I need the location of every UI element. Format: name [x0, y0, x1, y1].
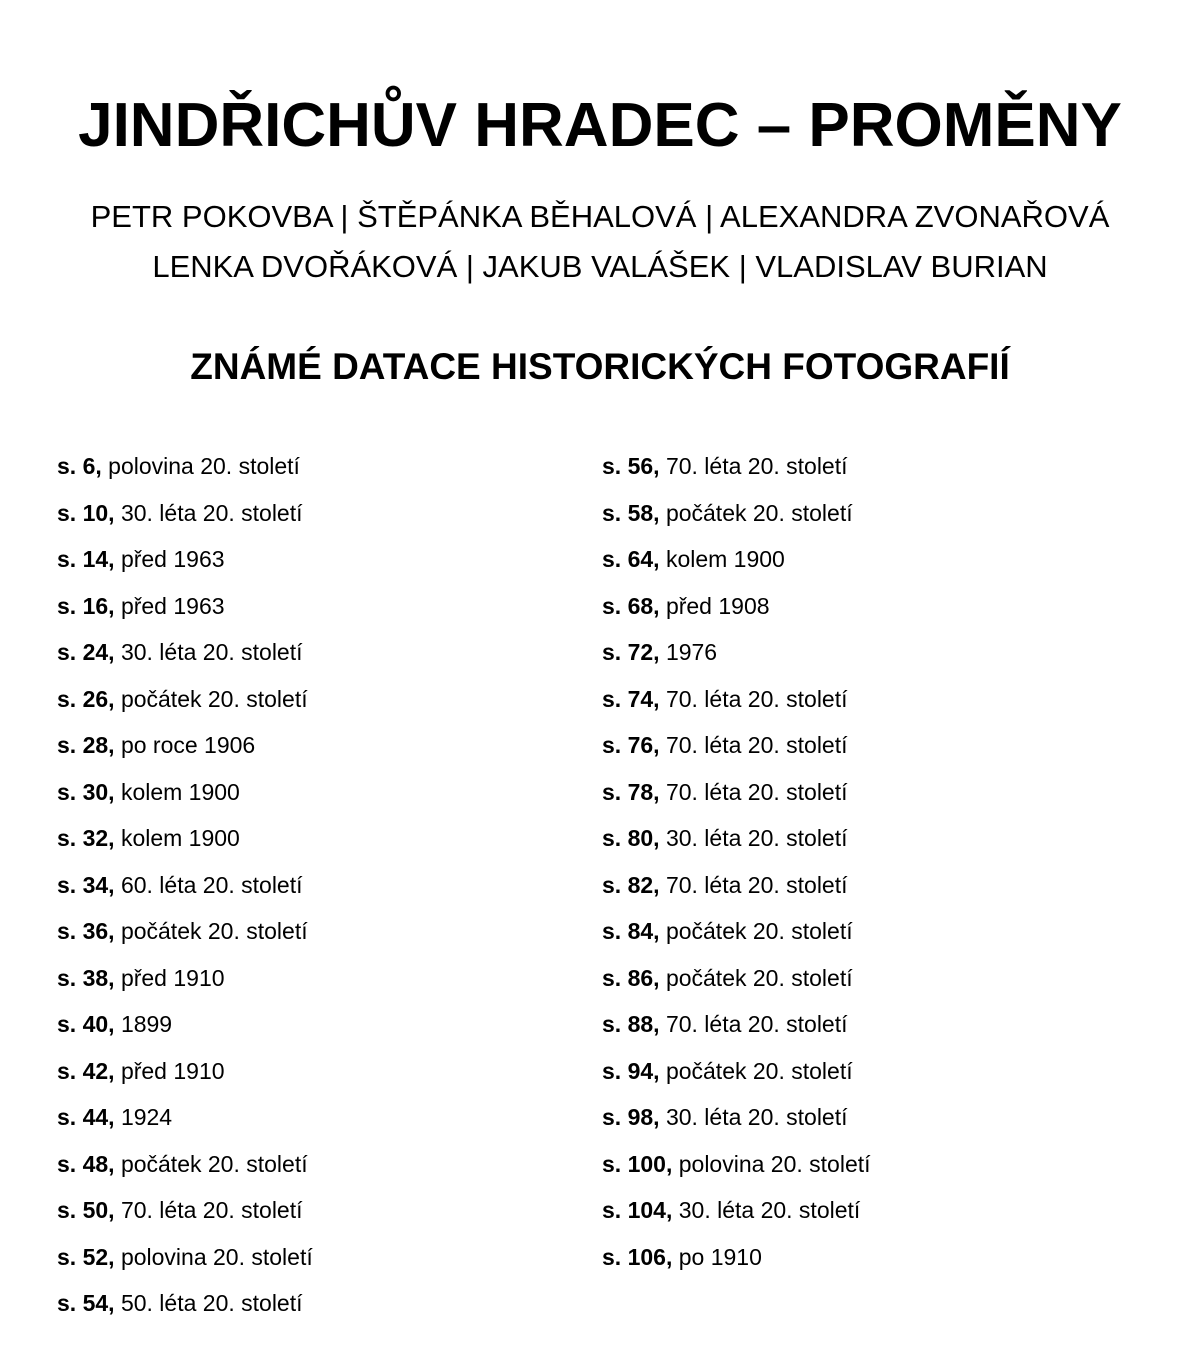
- dating-text: počátek 20. století: [120, 685, 308, 712]
- list-item: [602, 536, 871, 583]
- page-reference: s. 16,: [57, 592, 115, 619]
- dating-text: počátek 20. století: [120, 1150, 308, 1177]
- list-item: [57, 815, 313, 862]
- page-reference: s. 38,: [57, 964, 115, 991]
- list-item: [57, 676, 313, 723]
- dating-text: počátek 20. století: [665, 499, 853, 526]
- dating-text: 60. léta 20. století: [120, 871, 303, 898]
- dating-text: 30. léta 20. století: [120, 639, 303, 665]
- dating-text: 70. léta 20. století: [665, 871, 848, 898]
- page-reference: s. 44,: [57, 1104, 115, 1130]
- dating-text: před 1910: [120, 1057, 225, 1084]
- dating-text: 50. léta 20. století: [120, 1290, 303, 1316]
- list-item: [57, 1094, 313, 1141]
- dating-text: 1976: [665, 639, 718, 665]
- dating-list-right: [602, 443, 871, 1280]
- dating-text: počátek 20. století: [665, 964, 853, 991]
- dating-text: kolem 1900: [120, 825, 240, 851]
- page-reference: s. 78,: [602, 778, 660, 805]
- authors-block: [0, 192, 1200, 292]
- dating-text: 1924: [120, 1104, 173, 1130]
- list-item: [57, 769, 313, 816]
- page-reference: s. 56,: [602, 453, 660, 479]
- page-reference: s. 76,: [602, 732, 660, 758]
- page-reference: s. 54,: [57, 1290, 115, 1316]
- page-reference: s. 86,: [602, 964, 660, 991]
- list-item: [602, 676, 871, 723]
- page-reference: s. 104,: [602, 1197, 673, 1223]
- page-reference: s. 98,: [602, 1104, 660, 1130]
- list-item: [57, 583, 313, 630]
- dating-text: 70. léta 20. století: [120, 1197, 303, 1223]
- dating-text: před 1963: [120, 592, 225, 619]
- page-reference: s. 52,: [57, 1243, 115, 1270]
- list-item: [57, 955, 313, 1002]
- dating-text: kolem 1900: [120, 778, 240, 805]
- list-item: [602, 955, 871, 1002]
- list-item: [57, 1001, 313, 1048]
- page-reference: s. 88,: [602, 1011, 660, 1037]
- page-reference: s. 32,: [57, 825, 115, 851]
- page-reference: s. 58,: [602, 499, 660, 526]
- list-item: [57, 908, 313, 955]
- dating-text: polovina 20. století: [120, 1243, 313, 1270]
- list-item: [57, 443, 313, 490]
- list-item: [602, 1001, 871, 1048]
- dating-text: 30. léta 20. století: [665, 1104, 848, 1130]
- list-item: [57, 536, 313, 583]
- page-reference: s. 10,: [57, 499, 115, 526]
- page-reference: s. 36,: [57, 918, 115, 944]
- dating-text: před 1908: [665, 592, 770, 619]
- dating-text: 70. léta 20. století: [665, 1011, 848, 1037]
- dating-text: 70. léta 20. století: [665, 453, 848, 479]
- page-reference: s. 34,: [57, 871, 115, 898]
- page-reference: s. 68,: [602, 592, 660, 619]
- page-reference: s. 40,: [57, 1011, 115, 1037]
- page-reference: s. 42,: [57, 1057, 115, 1084]
- dating-text: 70. léta 20. století: [665, 732, 848, 758]
- list-item: [602, 1048, 871, 1095]
- list-item: [57, 1280, 313, 1327]
- list-item: [57, 490, 313, 537]
- page-reference: s. 48,: [57, 1150, 115, 1177]
- list-item: [602, 1234, 871, 1281]
- page-reference: s. 6,: [57, 453, 102, 479]
- authors-line: LENKA DVOŘÁKOVÁ | JAKUB VALÁŠEK | VLADISLAV BURIAN: [152, 249, 1048, 284]
- page-reference: s. 64,: [602, 546, 660, 572]
- page-reference: s. 82,: [602, 871, 660, 898]
- list-item: [602, 443, 871, 490]
- dating-text: 70. léta 20. století: [665, 778, 848, 805]
- list-item: [57, 1141, 313, 1188]
- dating-text: před 1963: [120, 546, 225, 572]
- dating-text: 30. léta 20. století: [120, 499, 303, 526]
- list-item: [602, 1094, 871, 1141]
- dating-text: 70. léta 20. století: [665, 685, 848, 712]
- list-item: [602, 1141, 871, 1188]
- page-reference: s. 74,: [602, 685, 660, 712]
- list-item: [57, 1048, 313, 1095]
- page-reference: s. 30,: [57, 778, 115, 805]
- list-item: [57, 629, 313, 676]
- list-item: [602, 815, 871, 862]
- page-reference: s. 28,: [57, 732, 115, 758]
- page-reference: s. 100,: [602, 1150, 673, 1177]
- page-reference: s. 94,: [602, 1057, 660, 1084]
- dating-text: před 1910: [120, 964, 225, 991]
- page-reference: s. 84,: [602, 918, 660, 944]
- page-reference: s. 50,: [57, 1197, 115, 1223]
- dating-text: 30. léta 20. století: [678, 1197, 861, 1223]
- dating-text: počátek 20. století: [665, 1057, 853, 1084]
- dating-text: počátek 20. století: [665, 918, 853, 944]
- page-reference: s. 106,: [602, 1243, 673, 1270]
- dating-text: polovina 20. století: [108, 453, 300, 479]
- page-reference: s. 72,: [602, 639, 660, 665]
- dating-list-left: [57, 443, 313, 1327]
- list-item: [602, 908, 871, 955]
- dating-text: po 1910: [678, 1243, 762, 1270]
- dating-text: počátek 20. století: [120, 918, 308, 944]
- document-title: JINDŘICHŮV HRADEC – PROMĚNY: [78, 91, 1122, 160]
- list-item: [602, 583, 871, 630]
- page-reference: s. 14,: [57, 546, 115, 572]
- list-item: [57, 1187, 313, 1234]
- list-item: [57, 862, 313, 909]
- list-item: [57, 1234, 313, 1281]
- dating-text: kolem 1900: [665, 546, 785, 572]
- authors-line: PETR POKOVBA | ŠTĚPÁNKA BĚHALOVÁ | ALEXANDRA ZVONAŘOVÁ: [90, 199, 1110, 234]
- page-reference: s. 80,: [602, 825, 660, 851]
- list-item: [602, 490, 871, 537]
- dating-text: polovina 20. století: [678, 1150, 871, 1177]
- dating-text: 1899: [120, 1011, 173, 1037]
- dating-text: po roce 1906: [120, 732, 256, 758]
- list-item: [602, 629, 871, 676]
- list-item: [602, 722, 871, 769]
- list-item: [602, 769, 871, 816]
- list-item: [57, 722, 313, 769]
- section-heading: ZNÁMÉ DATACE HISTORICKÝCH FOTOGRAFIÍ: [190, 346, 1010, 387]
- dating-text: 30. léta 20. století: [665, 825, 848, 851]
- list-item: [602, 1187, 871, 1234]
- page-reference: s. 24,: [57, 639, 115, 665]
- page-reference: s. 26,: [57, 685, 115, 712]
- list-item: [602, 862, 871, 909]
